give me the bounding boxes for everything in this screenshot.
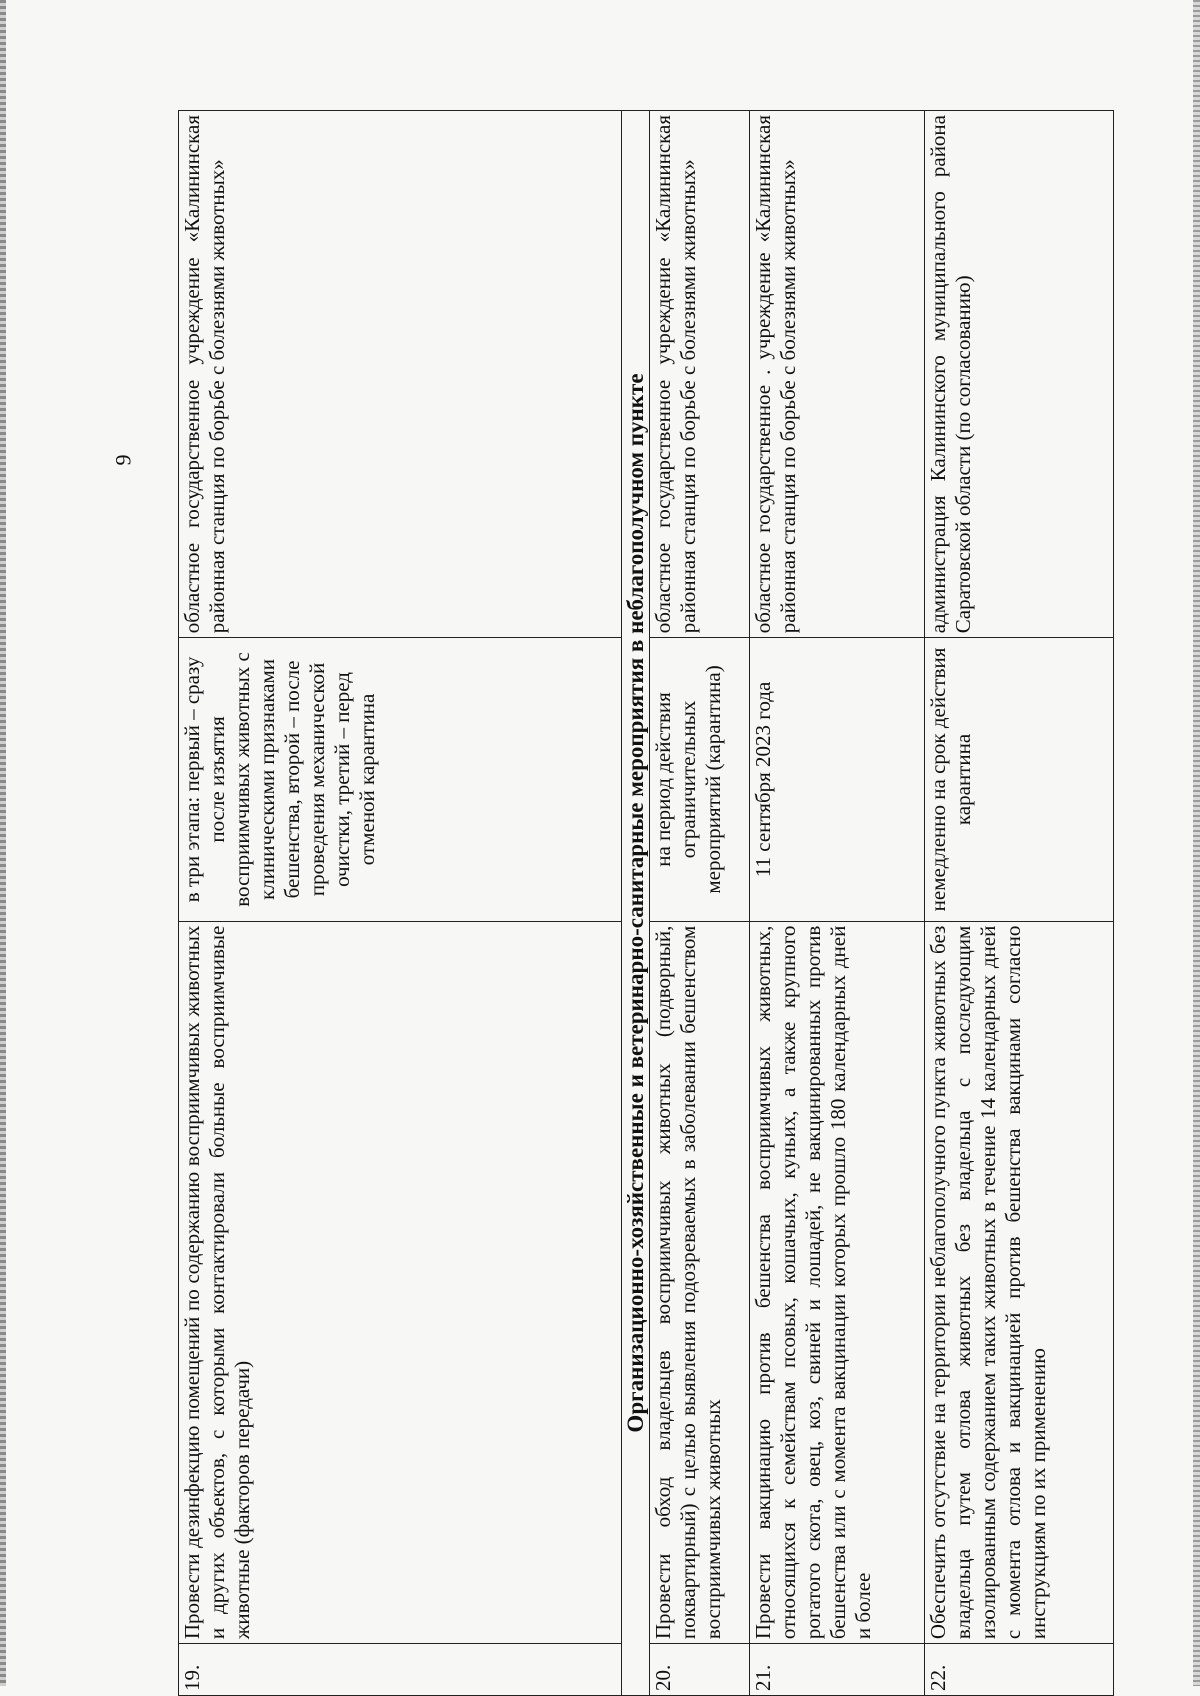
row-action: Провести дезинфекцию помещений по содержанию восприимчивых животных и других объектов, с которыми контактировали больные восприимчивые животные (факторов передачи) (179, 921, 622, 1643)
section-title: Организационно-хозяйственные и ветеринарно-санитарные мероприятия в неблагополучном пункте (622, 111, 650, 1696)
row-action: Провести вакцинацию против бешенства восприимчивых животных, относящихся к семействам псовых, кошачьих, куньих, а также крупного рогатого скота, овец, коз, свиней и лошадей, не вакцинированных против бешенства или с момента вакцинации которых прошло 180 календарных дней и более (750, 921, 925, 1643)
row-responsible: администрация Калининского муниципального района Саратовской области (по согласованию) (925, 111, 1114, 638)
row-responsible: областное государственное учреждение «Калининская районная станция по борьбе с болезнями животных» (650, 111, 750, 638)
row-action: Обеспечить отсутствие на территории неблагополучного пункта животных без владельца путем отлова животных без владельца с последующим изолированным содержанием таких животных в течение 14 календарных дней с момента отлова и вакцинацией против бешенства вакцинами согласно инструкциям по их применению (925, 921, 1114, 1643)
measures-table-rotated (178, 110, 1113, 1696)
table-row (650, 111, 750, 1696)
page-number: 9 (110, 454, 136, 466)
section-header-row (622, 111, 650, 1696)
measures-table-wrapper (178, 110, 1113, 1696)
row-term: на период действия ограничительных мероприятий (карантина) (650, 638, 750, 921)
row-responsible: областное государственное учреждение «Калининская районная станция по борьбе с болезнями животных» (179, 111, 622, 638)
row-term: в три этапа: первый – сразу после изъятия восприимчивых животных с клиническими признаками бешенства, второй – после проведения механической очистки, третий – перед отменой карантина (179, 638, 622, 921)
row-number: 22. (925, 1644, 1114, 1696)
table-row (750, 111, 925, 1696)
row-responsible: областное государственное . учреждение «Калининская районная станция по борьбе с болезнями животных» (750, 111, 925, 638)
measures-table (178, 110, 1114, 1696)
row-number: 21. (750, 1644, 925, 1696)
scan-edge-right (1193, 0, 1200, 1686)
row-number: 20. (650, 1644, 750, 1696)
row-number: 19. (179, 1644, 622, 1696)
row-term: немедленно на срок действия карантина (925, 638, 1114, 921)
table-row (179, 111, 622, 1696)
row-term: 11 сентября 2023 года (750, 638, 925, 921)
scan-edge-left (0, 0, 6, 1686)
row-action: Провести обход владельцев восприимчивых животных (подворный, поквартирный) с целью выявления подозреваемых в заболевании бешенством восприимчивых животных (650, 921, 750, 1643)
table-row (925, 111, 1114, 1696)
